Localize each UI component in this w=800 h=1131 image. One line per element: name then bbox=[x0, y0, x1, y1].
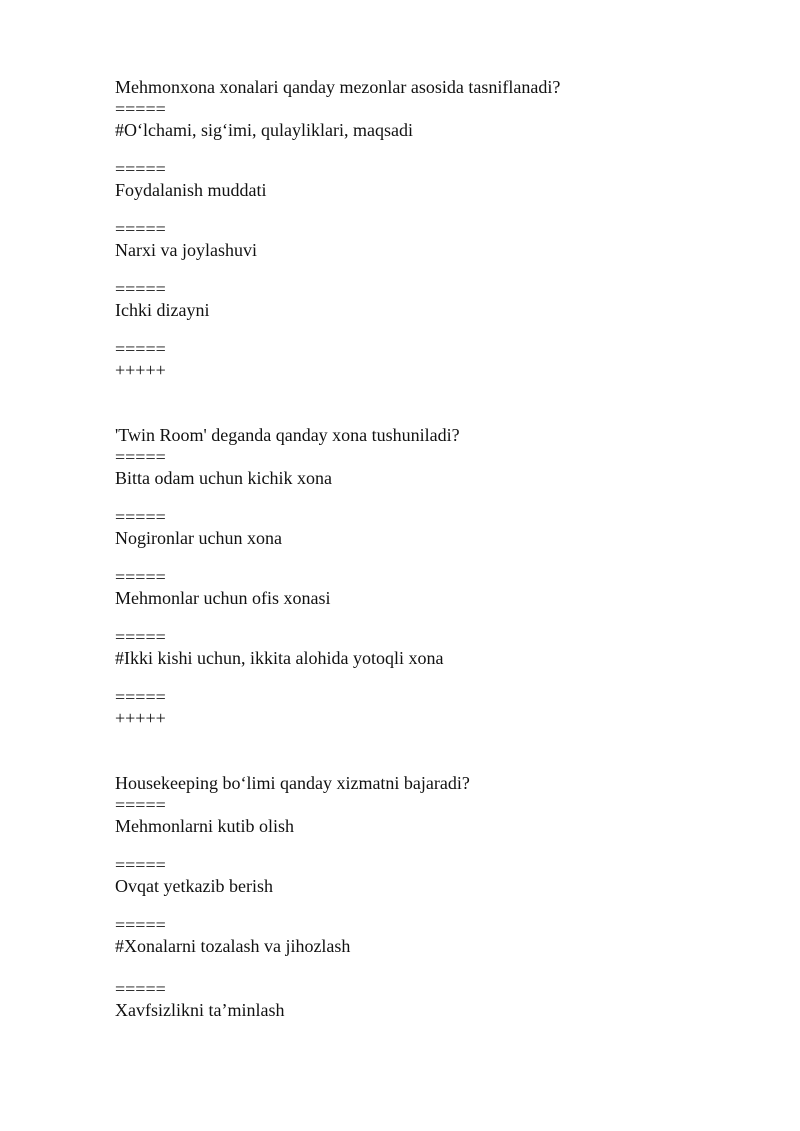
question-3-option-4: Xavfsizlikni ta’minlash bbox=[115, 1000, 285, 1020]
question-2-option-2: Nogironlar uchun xona bbox=[115, 528, 282, 548]
separator: ===== bbox=[115, 855, 166, 875]
separator: ===== bbox=[115, 915, 166, 935]
question-1-option-2: Foydalanish muddati bbox=[115, 180, 267, 200]
separator: ===== bbox=[115, 279, 166, 299]
separator: ===== bbox=[115, 507, 166, 527]
separator: ===== bbox=[115, 687, 166, 707]
question-1-text: Mehmonxona xonalari qanday mezonlar asosida tasniflanadi? bbox=[115, 77, 561, 97]
question-1-option-1: #O‘lchami, sig‘imi, qulayliklari, maqsadi bbox=[115, 120, 413, 140]
end-marker: +++++ bbox=[115, 708, 166, 728]
question-3-option-1: Mehmonlarni kutib olish bbox=[115, 816, 294, 836]
separator: ===== bbox=[115, 979, 166, 999]
question-2-option-3: Mehmonlar uchun ofis xonasi bbox=[115, 588, 331, 608]
separator: ===== bbox=[115, 219, 166, 239]
separator: ===== bbox=[115, 99, 166, 119]
separator: ===== bbox=[115, 339, 166, 359]
question-2-text: 'Twin Room' deganda qanday xona tushuniladi? bbox=[115, 425, 460, 445]
question-2-option-4: #Ikki kishi uchun, ikkita alohida yotoqli xona bbox=[115, 648, 444, 668]
separator: ===== bbox=[115, 447, 166, 467]
question-1-option-4: Ichki dizayni bbox=[115, 300, 210, 320]
end-marker: +++++ bbox=[115, 360, 166, 380]
separator: ===== bbox=[115, 159, 166, 179]
question-2-option-1: Bitta odam uchun kichik xona bbox=[115, 468, 332, 488]
separator: ===== bbox=[115, 567, 166, 587]
question-3-text: Housekeeping bo‘limi qanday xizmatni bajaradi? bbox=[115, 773, 470, 793]
separator: ===== bbox=[115, 795, 166, 815]
question-3-option-3: #Xonalarni tozalash va jihozlash bbox=[115, 936, 351, 956]
separator: ===== bbox=[115, 627, 166, 647]
question-3-option-2: Ovqat yetkazib berish bbox=[115, 876, 273, 896]
question-1-option-3: Narxi va joylashuvi bbox=[115, 240, 257, 260]
